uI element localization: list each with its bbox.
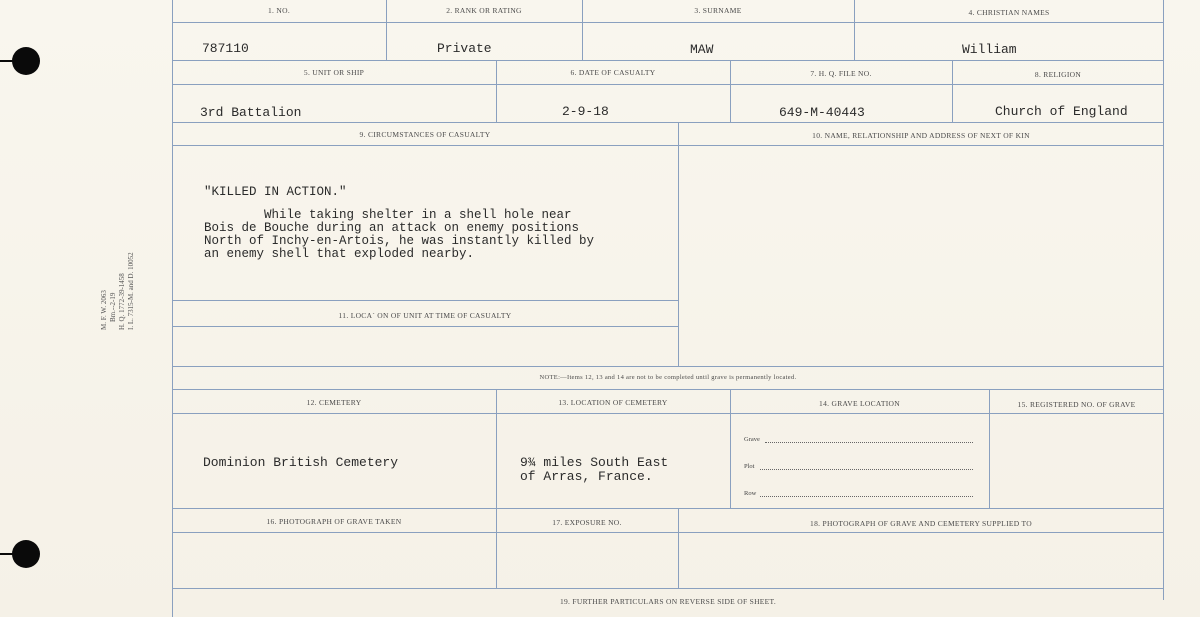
form-codes	[100, 252, 136, 330]
circumstances-body: While taking shelter in a shell hole near Bois de Bouche during an attack on enemy positions North of Inchy-en-Artois, he was instantly killed by an enemy shell that exploded nearby.	[204, 208, 595, 261]
value-cemetery: Dominion British Cemetery	[203, 455, 399, 470]
circumstances-title: "KILLED IN ACTION."	[204, 185, 347, 199]
label-no: 1. NO.	[267, 6, 290, 15]
value-cemetery-location: 9¾ miles South East of Arras, France.	[520, 455, 669, 484]
label-unit: 5. UNIT OR SHIP	[303, 68, 365, 77]
rule-cem-bottom	[172, 508, 1164, 509]
label-hq-file: 7. H. Q. FILE NO.	[810, 69, 872, 78]
rule-photo-header	[172, 532, 1164, 533]
form-code-4: I. L. 7315-M. and D. 10052	[127, 252, 135, 330]
label-photo-supplied: 18. PHOTOGRAPH OF GRAVE AND CEMETERY SUPPLIED TO	[810, 519, 1032, 528]
grave-field-label: Grave	[744, 436, 760, 443]
row-field-label: Row	[744, 490, 757, 497]
value-unit: 3rd Battalion	[200, 105, 302, 120]
value-hq-file: 649-M-40443	[779, 105, 865, 120]
label-registered-no: 15. REGISTERED NO. OF GRAVE	[1017, 400, 1136, 409]
form-code-1: M. F. W. 2063	[100, 290, 108, 330]
value-date: 2-9-18	[562, 104, 609, 119]
value-christian-names: William	[962, 42, 1017, 57]
rule-row1-bottom	[172, 60, 1164, 61]
grave-field-line	[765, 442, 973, 443]
label-photo-taken: 16. PHOTOGRAPH OF GRAVE TAKEN	[266, 517, 402, 526]
rule-row2-header	[172, 84, 1164, 85]
note-text: NOTE:—Items 12, 13 and 14 are not to be completed until grave is permanently located.	[539, 374, 797, 381]
rule-loc-header	[172, 326, 678, 327]
rule-photo-bottom	[172, 588, 1164, 589]
label-christian-names: 4. CHRISTIAN NAMES	[968, 8, 1050, 17]
value-rank: Private	[437, 41, 492, 56]
form-code-2: Bm.--2-19	[109, 292, 117, 322]
plot-field-line	[760, 469, 973, 470]
label-grave-location: 14. GRAVE LOCATION	[819, 399, 900, 408]
row-field-line	[760, 496, 973, 497]
label-location-of-unit: 11. LOCAˋ ON OF UNIT AT TIME OF CASUALTY	[338, 311, 512, 320]
label-surname: 3. SURNAME	[694, 6, 742, 15]
label-cemetery-location: 13. LOCATION OF CEMETERY	[558, 398, 668, 407]
punch-hole-line-top	[0, 60, 22, 62]
rule-row3-header	[172, 145, 1164, 146]
right-margin-line	[1163, 0, 1164, 600]
label-cemetery: 12. CEMETERY	[306, 398, 362, 407]
punch-hole-line-bottom	[0, 553, 22, 555]
label-next-of-kin: 10. NAME, RELATIONSHIP AND ADDRESS OF NEXT OF KIN	[812, 131, 1030, 140]
label-further-particulars: 19. FURTHER PARTICULARS ON REVERSE SIDE OF SHEET.	[559, 597, 777, 606]
rule-row1-header	[172, 22, 1164, 23]
value-no: 787110	[202, 41, 249, 56]
label-circumstances: 9. CIRCUMSTANCES OF CASUALTY	[359, 130, 491, 139]
value-surname: MAW	[690, 42, 714, 57]
plot-field-label: Plot	[744, 463, 755, 470]
rule-section-bottom	[172, 366, 1164, 367]
form-code-3: H. Q. 1772-39-1458	[118, 273, 126, 330]
label-religion: 8. RELIGION	[1034, 70, 1082, 79]
rule-circ-bottom	[172, 300, 678, 301]
value-religion: Church of England	[995, 104, 1128, 119]
label-exposure-no: 17. EXPOSURE NO.	[552, 518, 622, 527]
rule-row2-bottom	[172, 122, 1164, 123]
col-rule-r3	[678, 122, 679, 366]
rule-note-bottom	[172, 389, 1164, 390]
label-date: 6. DATE OF CASUALTY	[570, 68, 656, 77]
label-rank: 2. RANK OR RATING	[446, 6, 522, 15]
rule-cem-header	[172, 413, 1164, 414]
